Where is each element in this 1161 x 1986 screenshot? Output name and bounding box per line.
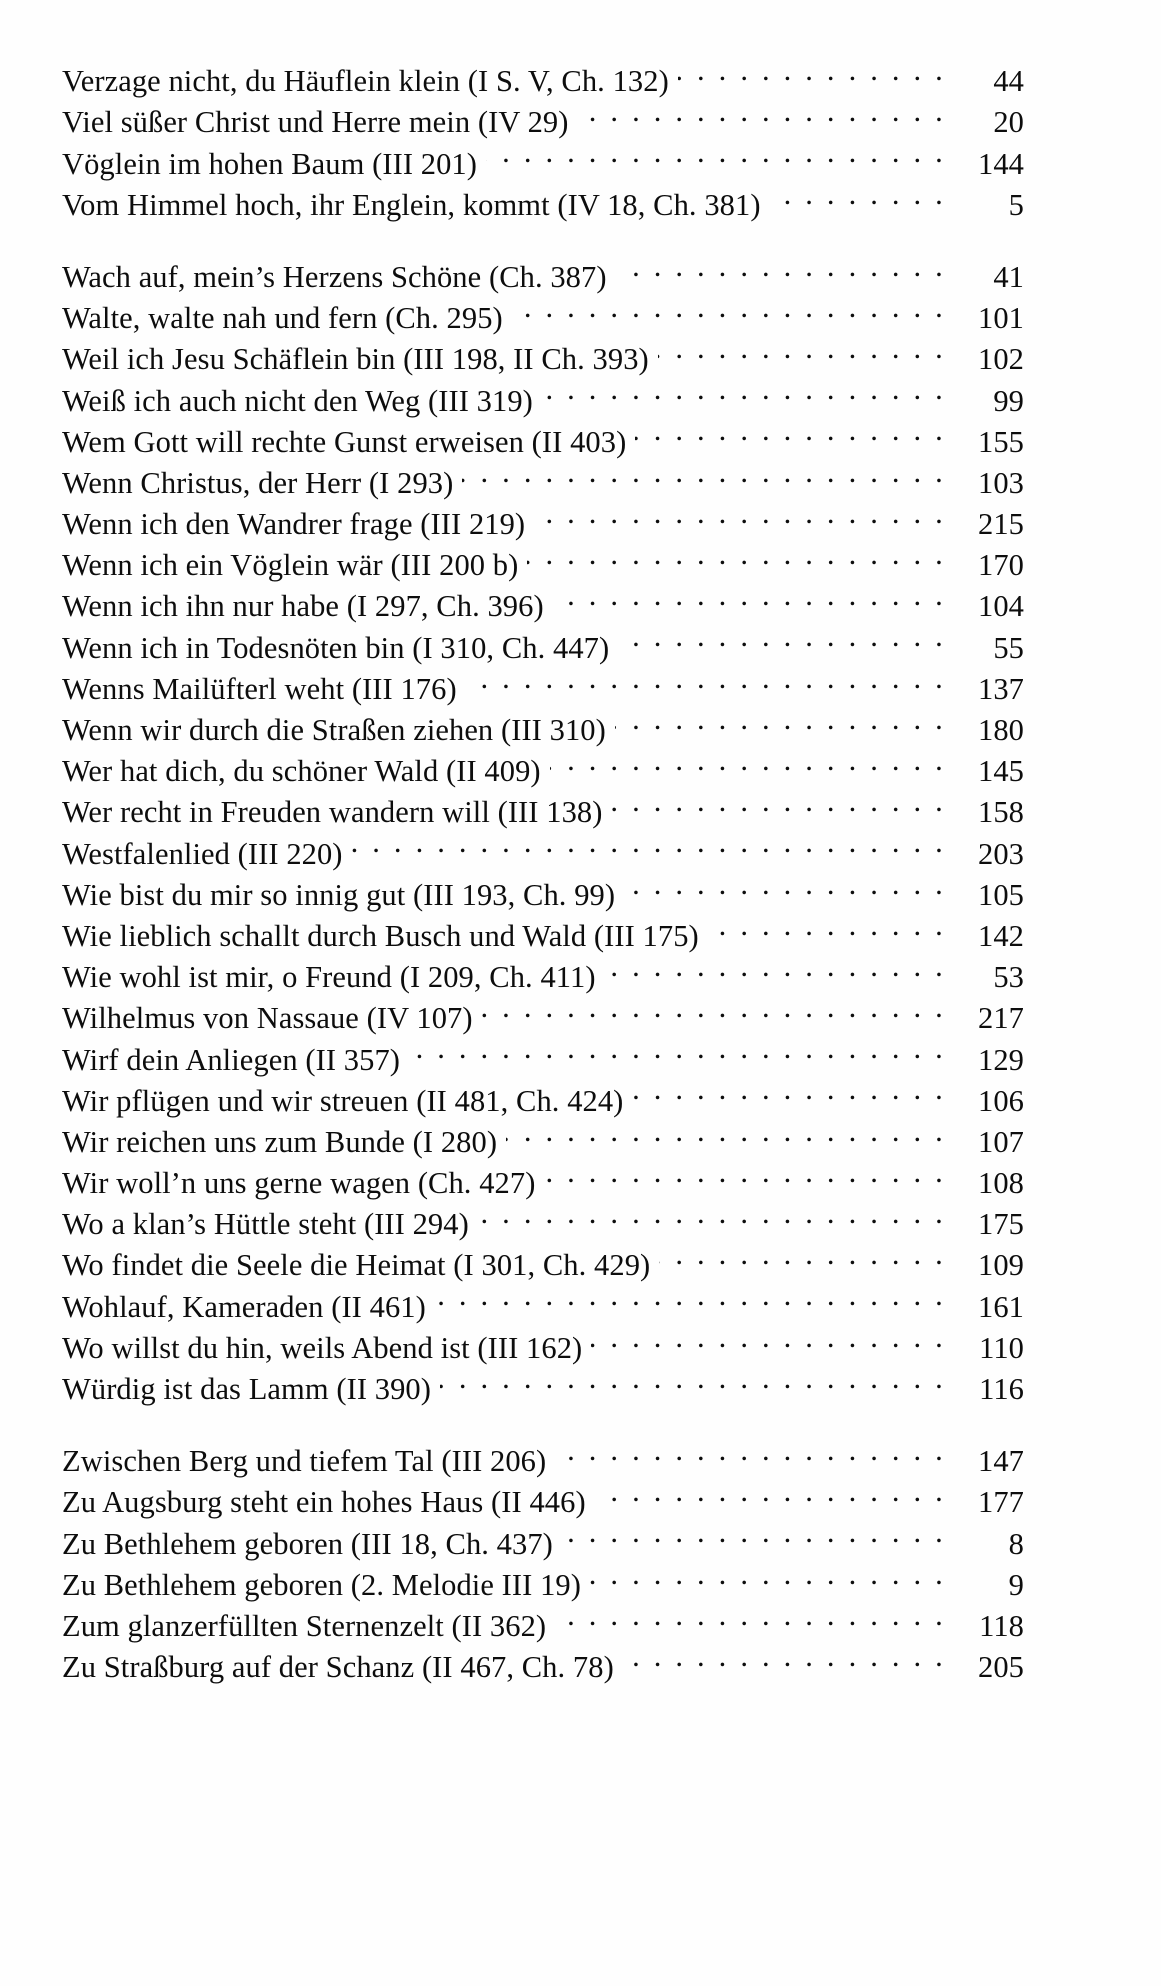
- dot-leader: [623, 1636, 946, 1677]
- index-entry-page-number: 129: [978, 1042, 1024, 1077]
- index-entry-title: Wenn Christus, der Herr (I 293): [62, 465, 454, 500]
- index-entry-title: Wenn ich in Todesnöten bin (I 310, Ch. 447): [62, 630, 610, 665]
- index-entry-title: Wo a klan’s Hüttle steht (III 294): [62, 1207, 469, 1242]
- index-entry-title: Wenns Mailüfterl weht (III 176): [62, 671, 457, 706]
- index-entry-title: Weil ich Jesu Schäflein bin (III 198, II Ch. 393): [62, 342, 649, 377]
- dot-leader: [555, 1430, 946, 1471]
- index-entry-page-number: 177: [978, 1485, 1024, 1520]
- index-entry-page-number: 5: [1008, 187, 1024, 222]
- index-entry-page-number: 180: [978, 713, 1024, 747]
- dot-leader: [624, 864, 946, 905]
- index-entry-page-number: 107: [978, 1124, 1024, 1159]
- index-entry-page-number: 9: [1008, 1567, 1024, 1602]
- dot-leader: [611, 781, 946, 822]
- dot-leader: [462, 452, 946, 493]
- index-entry-page-number: 110: [979, 1330, 1024, 1365]
- index-entry-title: Wenn ich den Wandrer frage (III 219): [62, 507, 526, 542]
- dot-leader: [478, 1193, 946, 1234]
- index-entry-page-number: 147: [978, 1444, 1024, 1479]
- index-entry-page-number: 103: [978, 465, 1024, 500]
- index-entry-title: Wo willst du hin, weils Abend ist (III 162): [62, 1330, 583, 1365]
- index-entry-page-number: 116: [979, 1372, 1024, 1406]
- index-entry-title: Westfalenlied (III 220): [62, 836, 343, 871]
- dot-leader: [618, 616, 946, 657]
- dot-leader: [550, 740, 946, 781]
- dot-leader: [562, 1512, 946, 1553]
- index-entry-title: Wir woll’n uns gerne wagen (Ch. 427): [62, 1166, 536, 1201]
- dot-leader: [658, 328, 946, 369]
- index-entry-page-number: 53: [993, 960, 1024, 995]
- index-entry-title: Wenn ich ein Vöglein wär (III 200 b): [62, 548, 519, 583]
- dot-leader: [555, 1595, 946, 1636]
- index-entry-page-number: 108: [978, 1166, 1024, 1201]
- index-entry-page-number: 104: [978, 589, 1024, 624]
- index-entry-page-number: 109: [978, 1248, 1024, 1283]
- index-entry-title: Wem Gott will rechte Gunst erweisen (II 403): [62, 424, 627, 459]
- dot-leader: [506, 1111, 946, 1152]
- index-entry-page-number: 102: [978, 342, 1024, 377]
- dot-leader: [544, 1152, 946, 1193]
- index-entry-page-number: 55: [993, 630, 1024, 665]
- dot-leader: [409, 1028, 946, 1069]
- index-entry-page-number: 118: [979, 1608, 1024, 1643]
- index-entry-page-number: 145: [978, 754, 1024, 789]
- index-entry-page-number: 144: [978, 146, 1024, 181]
- dot-leader: [616, 246, 946, 287]
- index-entry-page-number: 20: [993, 105, 1024, 140]
- dot-leader: [632, 1070, 946, 1111]
- dot-leader: [605, 946, 946, 987]
- dot-leader: [595, 1471, 946, 1512]
- dot-leader: [635, 411, 946, 452]
- index-entry-title: Wie lieblich schallt durch Busch und Wald (III 175): [62, 918, 699, 953]
- dot-leader: [553, 575, 946, 616]
- index-entry-title: Wirf dein Anliegen (II 357): [62, 1042, 401, 1077]
- index-entry-title: Wir reichen uns zum Bunde (I 280): [62, 1124, 498, 1159]
- index-entry-page-number: 142: [978, 918, 1024, 953]
- dot-leader: [527, 534, 946, 575]
- dot-leader: [534, 493, 946, 534]
- index-entry-title: Wie wohl ist mir, o Freund (I 209, Ch. 411): [62, 960, 596, 995]
- index-entry-title: Zwischen Berg und tiefem Tal (III 206): [62, 1444, 547, 1479]
- index-entry-page-number: 44: [993, 64, 1024, 99]
- index-entry-title: Wohlauf, Kameraden (II 461): [62, 1289, 426, 1324]
- index-entry-title: Wenn wir durch die Straßen ziehen (III 310): [62, 713, 606, 747]
- index-entry-title: Zu Bethlehem geboren (2. Melodie III 19): [62, 1567, 581, 1602]
- dot-leader: [435, 1275, 946, 1316]
- index-entry-page-number: 101: [978, 301, 1024, 336]
- index-entry-title: Würdig ist das Lamm (II 390): [62, 1372, 431, 1406]
- index-entry-page-number: 217: [978, 1001, 1024, 1036]
- dot-leader: [542, 369, 946, 410]
- index-entry-title: Vom Himmel hoch, ihr Englein, kommt (IV 18, Ch. 381): [62, 187, 761, 222]
- index-entry-title: Wir pflügen und wir streuen (II 481, Ch. 424): [62, 1083, 624, 1118]
- index-entry-page-number: 203: [978, 836, 1024, 871]
- index-group: [62, 1430, 1024, 1685]
- index-entry-title: Walte, walte nah und fern (Ch. 295): [62, 301, 503, 336]
- index-entry-page-number: 137: [978, 671, 1024, 706]
- index-entry[interactable]: [62, 1430, 1024, 1479]
- dot-leader: [659, 1234, 946, 1275]
- dot-leader: [591, 1317, 946, 1358]
- index-entry[interactable]: [62, 50, 1024, 99]
- index-entry-page-number: 161: [978, 1289, 1024, 1324]
- index-group: [62, 246, 1024, 1406]
- index-entry-page-number: 99: [993, 383, 1024, 418]
- dot-leader: [708, 905, 946, 946]
- index-entry-title: Wo findet die Seele die Heimat (I 301, Ch. 429): [62, 1248, 651, 1283]
- index-entry-title: Wer recht in Freuden wandern will (III 138): [62, 795, 603, 830]
- index-entry-page-number: 155: [978, 424, 1024, 459]
- index-entry-page-number: 205: [978, 1650, 1024, 1685]
- index-entry-title: Wenn ich ihn nur habe (I 297, Ch. 396): [62, 589, 544, 624]
- index-entry-title: Zu Bethlehem geboren (III 18, Ch. 437): [62, 1526, 553, 1561]
- index-entry-page-number: 8: [1008, 1526, 1024, 1561]
- index-entry-title: Weiß ich auch nicht den Weg (III 319): [62, 383, 533, 418]
- dot-leader: [352, 822, 946, 863]
- index-entry-title: Zu Straßburg auf der Schanz (II 467, Ch. 78): [62, 1650, 614, 1685]
- dot-leader: [590, 1554, 946, 1595]
- index-entry-title: Zum glanzerfüllten Sternenzelt (II 362): [62, 1608, 547, 1643]
- dot-leader: [466, 658, 946, 699]
- index-entry-page-number: 41: [993, 259, 1024, 294]
- index-entry-page-number: 158: [978, 795, 1024, 830]
- index-entry-title: Wilhelmus von Nassaue (IV 107): [62, 1001, 473, 1036]
- index-entry-title: Wach auf, mein’s Herzens Schöne (Ch. 387): [62, 259, 607, 294]
- dot-leader: [678, 50, 946, 91]
- dot-leader: [577, 91, 946, 132]
- index-entry-title: Vöglein im hohen Baum (III 201): [62, 146, 477, 181]
- index-entry-page-number: 170: [978, 548, 1024, 583]
- index-entry-title: Zu Augsburg steht ein hohes Haus (II 446): [62, 1485, 586, 1520]
- dot-leader: [486, 132, 946, 173]
- index-entry-title: Wie bist du mir so innig gut (III 193, Ch. 99): [62, 877, 616, 912]
- index-entry-page-number: 215: [978, 507, 1024, 542]
- dot-leader: [615, 699, 946, 740]
- index-entry[interactable]: [62, 246, 1024, 294]
- dot-leader: [440, 1358, 946, 1399]
- index-group: [62, 50, 1024, 222]
- dot-leader: [770, 174, 946, 215]
- index-entry-page-number: 106: [978, 1083, 1024, 1118]
- dot-leader: [512, 287, 946, 328]
- index-entry-page-number: 105: [978, 877, 1024, 912]
- index-entry-page-number: 175: [978, 1207, 1024, 1242]
- index-entry-list: [62, 50, 1024, 1685]
- index-entry-title: Wer hat dich, du schöner Wald (II 409): [62, 754, 541, 789]
- dot-leader: [482, 987, 946, 1028]
- index-entry-title: Verzage nicht, du Häuflein klein (I S. V, Ch. 132): [62, 64, 669, 99]
- index-entry-title: Viel süßer Christ und Herre mein (IV 29): [62, 105, 569, 140]
